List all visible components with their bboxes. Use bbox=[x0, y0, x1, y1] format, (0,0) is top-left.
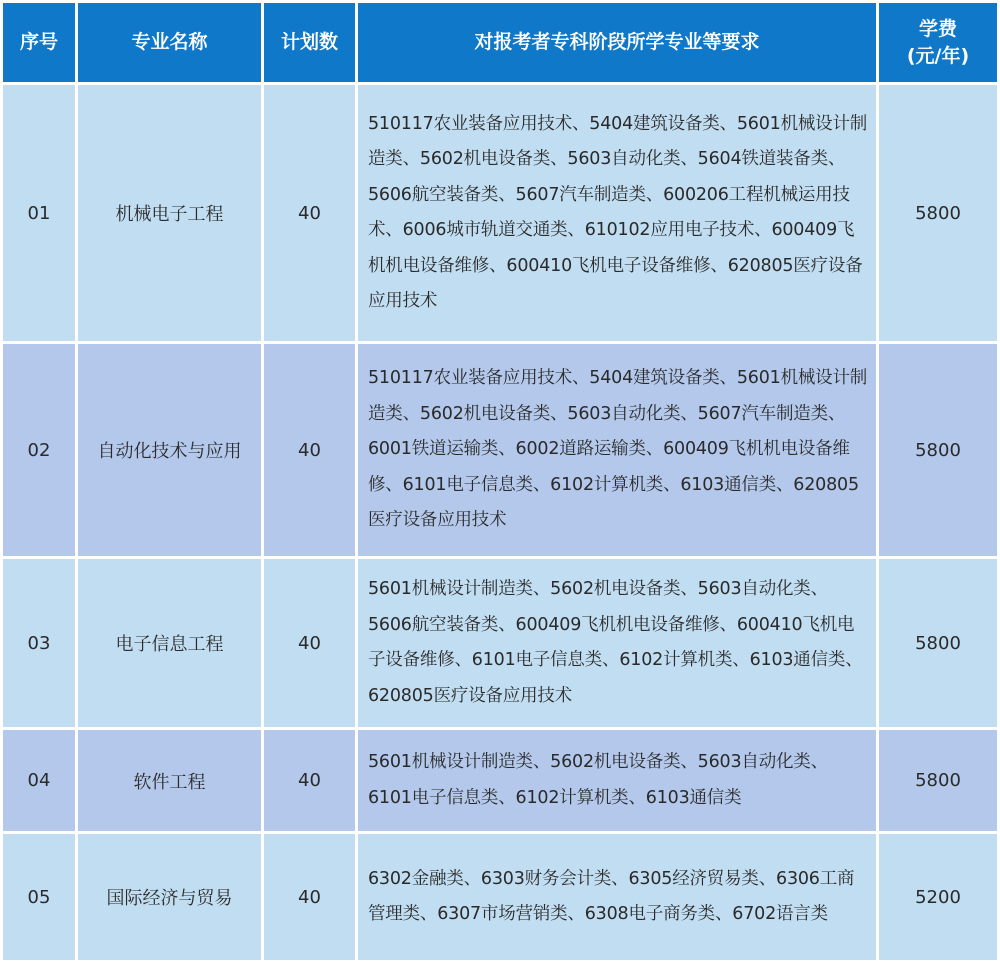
cell-plan: 40 bbox=[264, 834, 355, 960]
cell-major: 软件工程 bbox=[78, 730, 261, 831]
cell-fee: 5800 bbox=[879, 85, 997, 341]
table-row bbox=[3, 730, 997, 831]
cell-fee: 5800 bbox=[879, 730, 997, 831]
cell-plan: 40 bbox=[264, 344, 355, 556]
cell-requirement: 510117农业装备应用技术、5404建筑设备类、5601机械设计制造类、5602机电设备类、5603自动化类、5604铁道装备类、5606航空装备类、5607汽车制造类、600206工程机械运用技术、6006城市轨道交通类、610102应用电子技术、600409飞机机电设备维修、600410飞机电子设备维修、620805医疗设备应用技术 bbox=[358, 85, 876, 341]
cell-fee: 5800 bbox=[879, 559, 997, 727]
cell-major: 自动化技术与应用 bbox=[78, 344, 261, 556]
cell-index: 05 bbox=[3, 834, 75, 960]
cell-major: 电子信息工程 bbox=[78, 559, 261, 727]
cell-major: 国际经济与贸易 bbox=[78, 834, 261, 960]
table-row bbox=[3, 344, 997, 556]
cell-plan: 40 bbox=[264, 85, 355, 341]
cell-requirement: 5601机械设计制造类、5602机电设备类、5603自动化类、6101电子信息类、6102计算机类、6103通信类 bbox=[358, 730, 876, 831]
cell-major: 机械电子工程 bbox=[78, 85, 261, 341]
cell-fee: 5800 bbox=[879, 344, 997, 556]
table-header-row bbox=[3, 3, 997, 82]
cell-index: 04 bbox=[3, 730, 75, 831]
cell-fee: 5200 bbox=[879, 834, 997, 960]
header-index: 序号 bbox=[3, 3, 75, 82]
cell-requirement: 510117农业装备应用技术、5404建筑设备类、5601机械设计制造类、5602机电设备类、5603自动化类、5607汽车制造类、6001铁道运输类、6002道路运输类、600409飞机机电设备维修、6101电子信息类、6102计算机类、6103通信类、620805医疗设备应用技术 bbox=[358, 344, 876, 556]
header-major: 专业名称 bbox=[78, 3, 261, 82]
cell-plan: 40 bbox=[264, 730, 355, 831]
cell-index: 03 bbox=[3, 559, 75, 727]
table-row bbox=[3, 834, 997, 960]
cell-index: 01 bbox=[3, 85, 75, 341]
header-plan: 计划数 bbox=[264, 3, 355, 82]
table-row bbox=[3, 85, 997, 341]
header-requirement: 对报考者专科阶段所学专业等要求 bbox=[358, 3, 876, 82]
header-fee: 学费 (元/年) bbox=[879, 3, 997, 82]
cell-index: 02 bbox=[3, 344, 75, 556]
cell-requirement: 6302金融类、6303财务会计类、6305经济贸易类、6306工商管理类、6307市场营销类、6308电子商务类、6702语言类 bbox=[358, 834, 876, 960]
cell-plan: 40 bbox=[264, 559, 355, 727]
table-row bbox=[3, 559, 997, 727]
cell-requirement: 5601机械设计制造类、5602机电设备类、5603自动化类、5606航空装备类、600409飞机机电设备维修、600410飞机电子设备维修、6101电子信息类、6102计算机类、6103通信类、620805医疗设备应用技术 bbox=[358, 559, 876, 727]
